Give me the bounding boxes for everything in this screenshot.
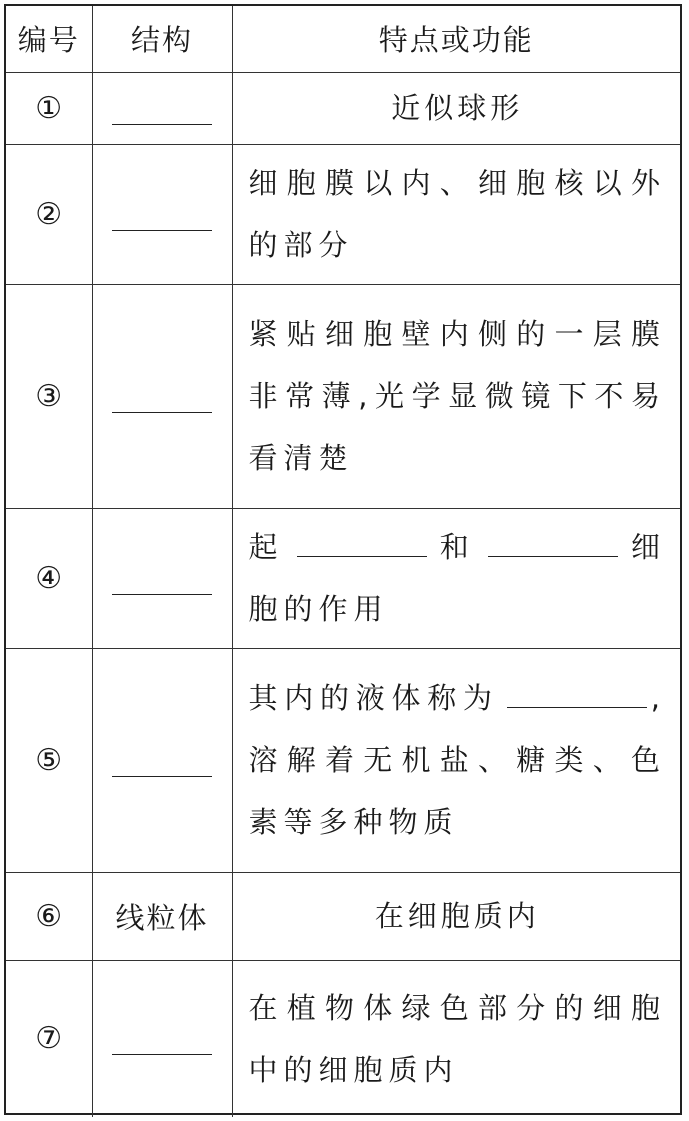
row-number: ⑦ bbox=[6, 960, 92, 1117]
answer-line[interactable] bbox=[112, 202, 212, 231]
table-row bbox=[6, 144, 680, 284]
row-number: ⑥ bbox=[6, 872, 92, 960]
structure-text: 线粒体 bbox=[92, 872, 232, 960]
header-row bbox=[6, 6, 680, 72]
inline-answer-blank[interactable] bbox=[507, 673, 647, 708]
feature-part-c: 细胞的作用 bbox=[248, 530, 666, 626]
table-row bbox=[6, 960, 680, 1117]
feature-part-b: ,溶解着无机盐、糖类、色素等多种物质 bbox=[248, 681, 666, 839]
feature-text: 紧贴细胞壁内侧的一层膜非常薄,光学显微镜下不易看清楚 bbox=[232, 284, 680, 508]
table-row bbox=[6, 872, 680, 960]
structure-blank[interactable] bbox=[92, 508, 232, 648]
structure-blank[interactable] bbox=[92, 72, 232, 144]
table-row bbox=[6, 284, 680, 508]
answer-line[interactable] bbox=[112, 96, 212, 125]
table-row bbox=[6, 648, 680, 872]
structure-blank[interactable] bbox=[92, 960, 232, 1117]
row-number: ② bbox=[6, 144, 92, 284]
table-row bbox=[6, 72, 680, 144]
feature-part-a: 起 bbox=[248, 530, 289, 564]
answer-line[interactable] bbox=[112, 748, 212, 777]
header-feature: 特点或功能 bbox=[232, 6, 680, 72]
structure-blank[interactable] bbox=[92, 144, 232, 284]
feature-part-b: 和 bbox=[434, 530, 480, 564]
inline-answer-blank[interactable] bbox=[488, 522, 618, 557]
worksheet-table-frame bbox=[4, 4, 682, 1115]
answer-line[interactable] bbox=[112, 1026, 212, 1055]
inline-answer-blank[interactable] bbox=[297, 522, 427, 557]
feature-text bbox=[232, 508, 680, 648]
answer-line[interactable] bbox=[112, 566, 212, 595]
row-number: ③ bbox=[6, 284, 92, 508]
feature-text: 近似球形 bbox=[232, 72, 680, 144]
row-number: ④ bbox=[6, 508, 92, 648]
feature-text: 在植物体绿色部分的细胞中的细胞质内 bbox=[232, 960, 680, 1117]
structure-blank[interactable] bbox=[92, 284, 232, 508]
structure-blank[interactable] bbox=[92, 648, 232, 872]
row-number: ⑤ bbox=[6, 648, 92, 872]
table-row bbox=[6, 508, 680, 648]
header-number: 编号 bbox=[6, 6, 92, 72]
row-number: ① bbox=[6, 72, 92, 144]
feature-part-a: 其内的液体称为 bbox=[248, 681, 499, 715]
feature-text: 细胞膜以内、细胞核以外的部分 bbox=[232, 144, 680, 284]
feature-text: 在细胞质内 bbox=[232, 872, 680, 960]
feature-text bbox=[232, 648, 680, 872]
header-structure: 结构 bbox=[92, 6, 232, 72]
answer-line[interactable] bbox=[112, 384, 212, 413]
cell-structure-table bbox=[6, 6, 680, 1117]
